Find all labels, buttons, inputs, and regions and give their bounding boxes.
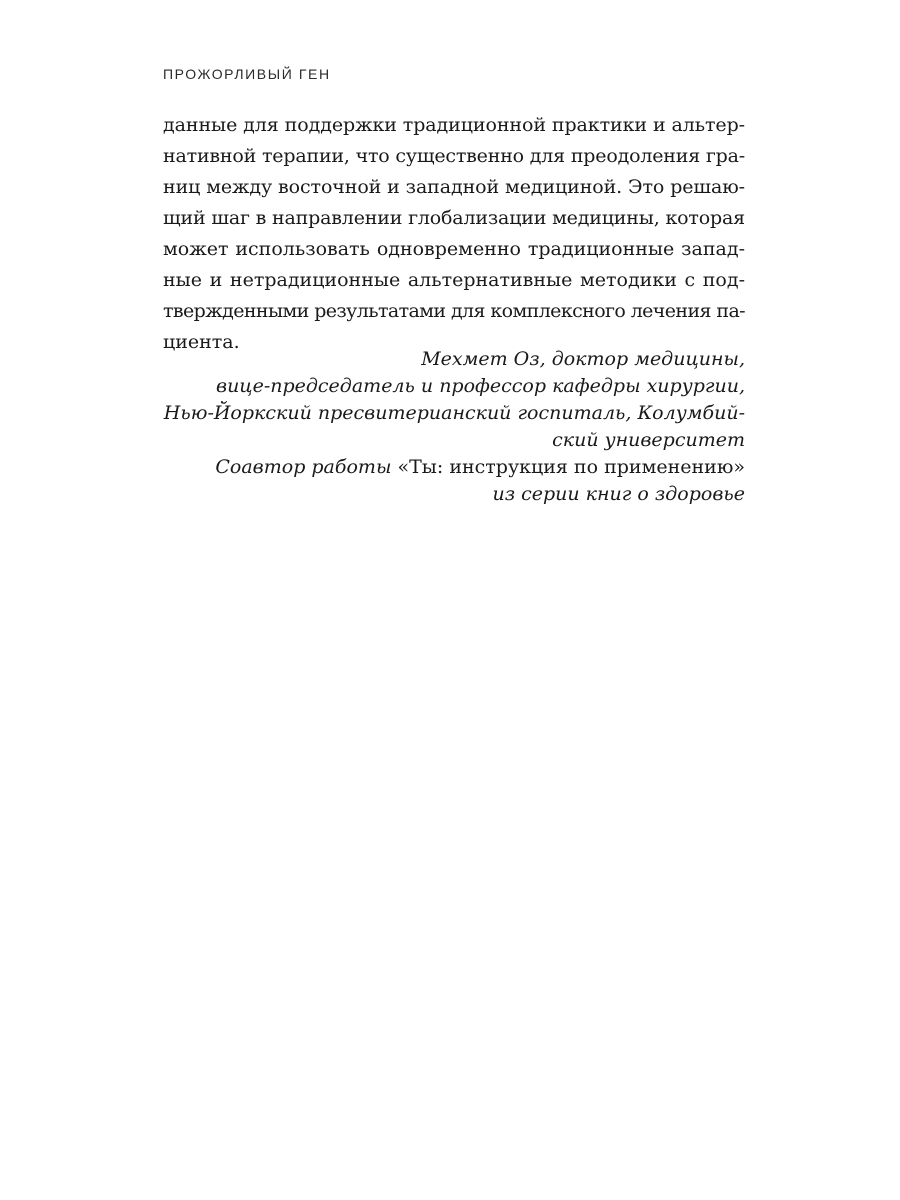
attribution-line: Мехмет Оз, доктор медицины, — [421, 348, 745, 370]
author-attribution — [163, 346, 745, 508]
body-line: циента. — [163, 331, 240, 353]
book-title: «Ты: инструкция по применению» — [397, 456, 745, 478]
running-head: ПРОЖОРЛИВЫЙ ГЕН — [163, 66, 331, 82]
attribution-line — [163, 454, 745, 481]
body-line: твержденными результатами для комплексного лечения па- — [163, 300, 745, 322]
body-line: данные для поддержки традиционной практики и альтер- — [163, 114, 745, 136]
body-line: ниц между восточной и западной медициной. Это решаю- — [163, 176, 745, 198]
attribution-line: Нью-Йоркский пресвитерианский госпиталь, Колумбий- — [163, 402, 745, 424]
attribution-line: ский университет — [552, 429, 745, 451]
coauthor-label: Соавтор работы — [215, 456, 392, 478]
body-line: ные и нетрадиционные альтернативные методики с под- — [163, 269, 745, 291]
attribution-line: из серии книг о здоровье — [492, 483, 745, 505]
body-paragraph — [163, 110, 745, 358]
body-line: щий шаг в направлении глобализации медицины, которая — [163, 207, 745, 229]
body-line: нативной терапии, что существенно для преодоления гра- — [163, 145, 745, 167]
attribution-line: вице-председатель и профессор кафедры хирургии, — [216, 375, 745, 397]
body-line: может использовать одновременно традиционные запад- — [163, 238, 745, 260]
